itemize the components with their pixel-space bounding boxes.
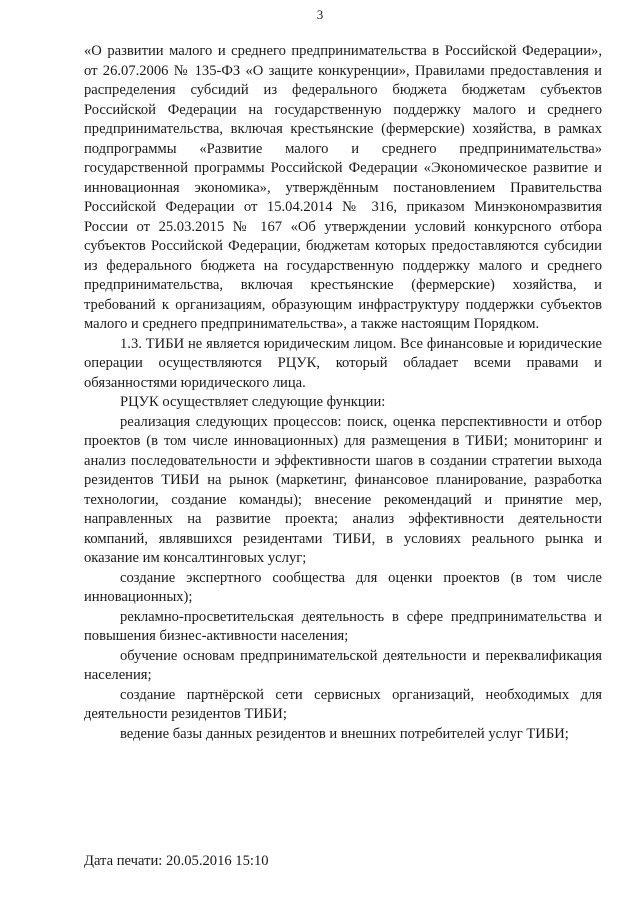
paragraph-function-partner-network: создание партнёрской сети сервисных организаций, необходимых для деятельности резидентов ТИБИ; [84, 686, 602, 722]
paragraph-function-advertising: рекламно-просветительская деятельность в сфере предпринимательства и повышения бизнес-активности населения; [84, 608, 602, 644]
paragraph-function-training: обучение основам предпринимательской деятельности и переквалификация населения; [84, 647, 602, 683]
paragraph-function-database: ведение базы данных резидентов и внешних потребителей услуг ТИБИ; [120, 725, 569, 742]
paragraph-continuation: «О развитии малого и среднего предпринимательства в Российской Федерации», от 26.07.2006 № 135-ФЗ «О защите конкуренции», Правилами предоставления и распределения субсидий из федерального бюджета бюджетам субъектов Российской Федерации на государственную поддержку малого и среднего предпринимательства, включая крестьянские (фермерские) хозяйства, в рамках подпрограммы «Развитие малого и среднего предпринимательства» государственной программы Российской Федерации «Экономическое развитие и инновационная экономика», утверждённым постановлением Правительства Российской Федерации от 15.04.2014 № 316, приказом Минэкономразвития России от 25.03.2015 № 167 «Об утверждении условий конкурсного отбора субъектов Российской Федерации, бюджетам которых предоставляются субсидии из федерального бюджета на государственную поддержку малого и среднего предпринимательства, включая крестьянские (фермерские) хозяйства, и требований к организациям, образующим инфраструктуру поддержки субъектов малого и среднего предпринимательства», а также настоящим Порядком. [84, 43, 602, 332]
paragraph-functions-heading: РЦУК осуществляет следующие функции: [120, 394, 386, 410]
paragraph-function-processes: реализация следующих процессов: поиск, оценка перспективности и отбор проектов (в том числе инновационных) для размещения в ТИБИ; мониторинг и анализ последовательности и эффективности шагов в создании стратегии выхода резидентов ТИБИ на рынок (маркетинг, финансовое планирование, разработка технологии, создание команды); внесение рекомендаций и принятие мер, направленных на развитие проекта; анализ эффективности деятельности компаний, являвшихся резидентами ТИБИ, в условиях реального рынка и оказание им консалтинговых услуг; [84, 413, 602, 566]
page-number: 3 [316, 7, 324, 22]
paragraph-function-expert-community: создание экспертного сообщества для оценки проектов (в том числе инновационных); [84, 569, 602, 605]
print-date-footer: Дата печати: 20.05.2016 15:10 [84, 853, 269, 869]
paragraph-1-3: 1.3. ТИБИ не является юридическим лицом. Все финансовые и юридические операции осуществляются РЦУК, который обладает всеми правами и обязанностями юридического лица. [84, 335, 602, 391]
document-body [84, 42, 602, 744]
